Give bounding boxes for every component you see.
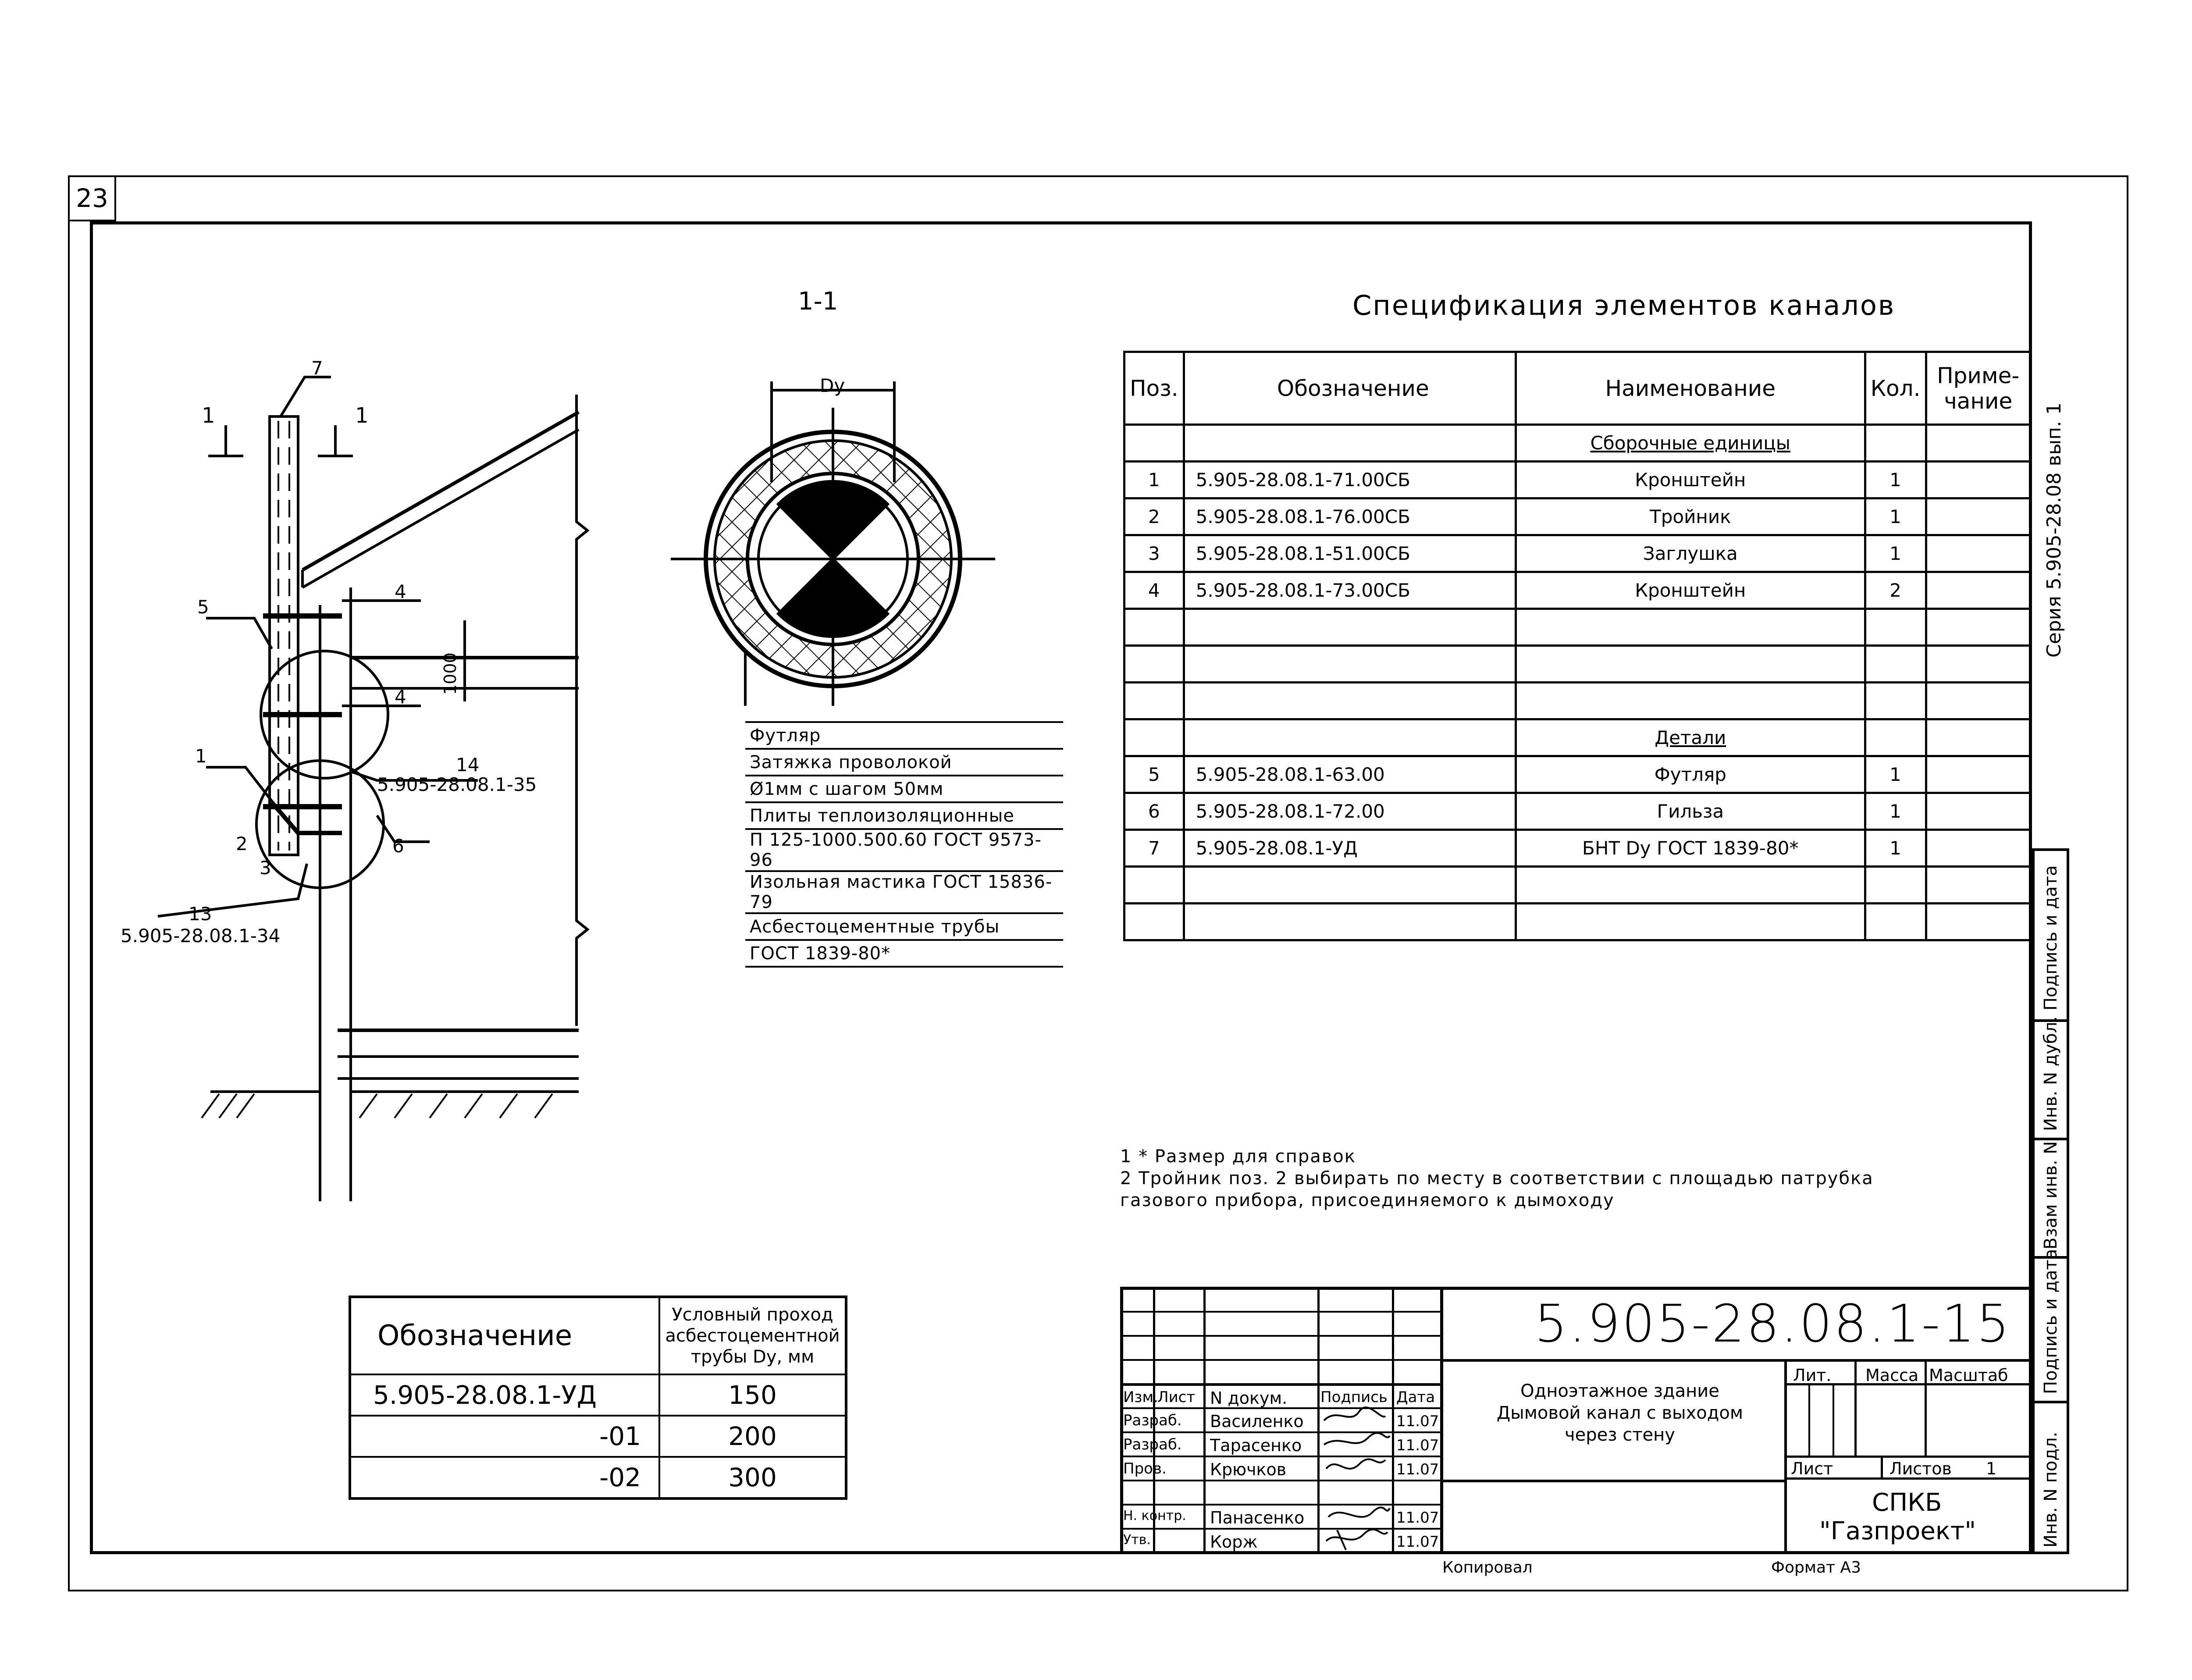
callout-7: 7 xyxy=(311,357,323,379)
sheet-number: 23 xyxy=(68,175,116,221)
col-qty: Кол. xyxy=(1865,352,1926,425)
col-change: Изм. xyxy=(1123,1388,1158,1406)
legend-line: Футляр xyxy=(745,722,1063,749)
spec-title: Спецификация элементов каналов xyxy=(1352,289,1896,321)
role-0: Разраб. xyxy=(1123,1412,1182,1429)
section-mark-left: 1 xyxy=(202,403,215,428)
col-date: Дата xyxy=(1396,1388,1435,1406)
table-row: 4 5.905-28.08.1-73.00СБ Кронштейн 2 xyxy=(1124,572,2031,609)
col-sheet: Лист xyxy=(1157,1388,1196,1406)
callout-2: 2 xyxy=(236,833,248,854)
role-2: Пров. xyxy=(1123,1460,1167,1477)
section-mark-right: 1 xyxy=(355,403,369,428)
mass-label: Масса xyxy=(1865,1366,1919,1385)
callout-3: 3 xyxy=(260,857,271,879)
note-3: газового прибора, присоединяемого к дымоходу xyxy=(1120,1190,1615,1210)
copied-label: Копировал xyxy=(1442,1559,1533,1577)
col-name: Наименование xyxy=(1516,352,1865,425)
date-0: 11.07 xyxy=(1396,1413,1439,1430)
specification-table xyxy=(1123,351,2032,941)
table-row: 5 5.905-28.08.1-63.00 Футляр 1 xyxy=(1124,756,2031,793)
name-2: Крючков xyxy=(1210,1460,1287,1479)
col-doc: N докум. xyxy=(1210,1388,1288,1408)
pipe-col-diameter-l3: трубы Dy, мм xyxy=(690,1347,815,1367)
col-note xyxy=(1926,352,2030,425)
pipe-dim-label: Dy xyxy=(820,375,845,396)
col-designation: Обозначение xyxy=(1184,352,1516,425)
col-pos: Поз. xyxy=(1124,352,1184,425)
callout-5: 5 xyxy=(197,596,209,618)
pipe-col-diameter xyxy=(659,1297,846,1374)
date-1: 11.07 xyxy=(1396,1437,1439,1454)
table-row: 3 5.905-28.08.1-51.00СБ Заглушка 1 xyxy=(1124,535,2031,572)
name-0: Василенко xyxy=(1210,1412,1304,1431)
pipe-col-diameter-l2: асбестоцементной xyxy=(665,1326,840,1346)
name-1: Тарасенко xyxy=(1210,1436,1302,1455)
pipe-col-designation: Обозначение xyxy=(350,1297,659,1374)
scale-label: Масштаб xyxy=(1929,1366,2008,1385)
col-note-line1: Приме- xyxy=(1937,363,2020,388)
table-row: 7 5.905-28.08.1-УД БНТ Dy ГОСТ 1839-80* 1 xyxy=(1124,830,2031,867)
legend-line: П 125-1000.500.60 ГОСТ 9573-96 xyxy=(745,829,1063,871)
name-4: Корж xyxy=(1210,1532,1258,1552)
side-stamp-2: Инв. N дубл. xyxy=(2041,1016,2061,1131)
group-assemblies: Сборочные единицы xyxy=(1516,425,1865,462)
legend-line: Ø1мм с шагом 50мм xyxy=(745,776,1063,802)
pipe-diameter-table xyxy=(349,1296,847,1500)
title-line-2: Дымовой канал с выходом xyxy=(1496,1403,1744,1423)
title-line-3: через стену xyxy=(1565,1425,1675,1445)
side-stamp-3: Взам инв. N xyxy=(2041,1141,2061,1249)
date-2: 11.07 xyxy=(1396,1461,1439,1478)
callout-13: 13 xyxy=(189,903,212,925)
note-1: 1 * Размер для справок xyxy=(1120,1146,1356,1167)
document-number: 5.905-28.08.1-15 xyxy=(1534,1293,2011,1354)
table-row: 5.905-28.08.1-УД 150 xyxy=(350,1374,846,1416)
col-signature: Подпись xyxy=(1320,1388,1388,1406)
role-4: Утв. xyxy=(1123,1532,1151,1548)
title-line-1: Одноэтажное здание xyxy=(1520,1381,1719,1401)
lit-label: Лит. xyxy=(1793,1366,1832,1385)
side-stamp-1: Подпись и дата xyxy=(2041,865,2061,1011)
section-label: 1-1 xyxy=(798,287,838,316)
sheets-label: Листов xyxy=(1890,1459,1952,1478)
table-row: 1 5.905-28.08.1-71.00СБ Кронштейн 1 xyxy=(1124,462,2031,498)
legend-line: Изольная мастика ГОСТ 15836-79 xyxy=(745,871,1063,913)
side-stamp-5: Инв. N подл. xyxy=(2041,1431,2061,1548)
table-row: -02 300 xyxy=(350,1457,846,1498)
org-line-1: СПКБ xyxy=(1872,1488,1942,1517)
role-3: Н. контр. xyxy=(1123,1508,1186,1523)
callout-14: 14 xyxy=(456,754,480,776)
sheet-label: Лист xyxy=(1791,1459,1833,1478)
table-row: 6 5.905-28.08.1-72.00 Гильза 1 xyxy=(1124,793,2031,830)
table-row: 2 5.905-28.08.1-76.00СБ Тройник 1 xyxy=(1124,498,2031,535)
pipe-col-diameter-l1: Условный проход xyxy=(672,1305,833,1325)
callout-13-ref: 5.905-28.08.1-34 xyxy=(121,925,281,947)
side-stamp-4: Подпись и дата xyxy=(2041,1249,2061,1394)
sheets-value: 1 xyxy=(1986,1459,1997,1478)
role-1: Разраб. xyxy=(1123,1436,1182,1453)
callout-1: 1 xyxy=(195,745,207,767)
section-legend xyxy=(745,721,1063,968)
signatures xyxy=(1320,1403,1392,1552)
legend-line: Асбестоцементные трубы xyxy=(745,913,1063,940)
table-row: -01 200 xyxy=(350,1416,846,1457)
callout-6: 6 xyxy=(392,835,404,857)
callout-14-ref: 5.905-28.08.1-35 xyxy=(377,774,537,795)
pipe-cross-section xyxy=(658,373,1052,710)
legend-line: Затяжка проволокой xyxy=(745,749,1063,776)
format-label: Формат А3 xyxy=(1771,1559,1861,1577)
legend-line: Плиты теплоизоляционные xyxy=(745,802,1063,829)
col-note-line2: чание xyxy=(1944,388,2013,414)
legend-line: ГОСТ 1839-80* xyxy=(745,940,1063,967)
chimney-wall-drawing xyxy=(132,359,614,1214)
org-line-2: "Газпроект" xyxy=(1819,1517,1976,1545)
callout-4b: 4 xyxy=(395,686,406,708)
date-3: 11.07 xyxy=(1396,1509,1439,1527)
callout-4a: 4 xyxy=(395,581,406,602)
date-4: 11.07 xyxy=(1396,1533,1439,1551)
dim-1000: 1000 xyxy=(441,652,460,695)
group-details: Детали xyxy=(1516,719,1865,756)
name-3: Панасенко xyxy=(1210,1508,1305,1527)
series-label: Серия 5.905-28.08 вып. 1 xyxy=(2043,402,2065,658)
note-2: 2 Тройник поз. 2 выбирать по месту в соответствии с площадью патрубка xyxy=(1120,1168,1874,1189)
